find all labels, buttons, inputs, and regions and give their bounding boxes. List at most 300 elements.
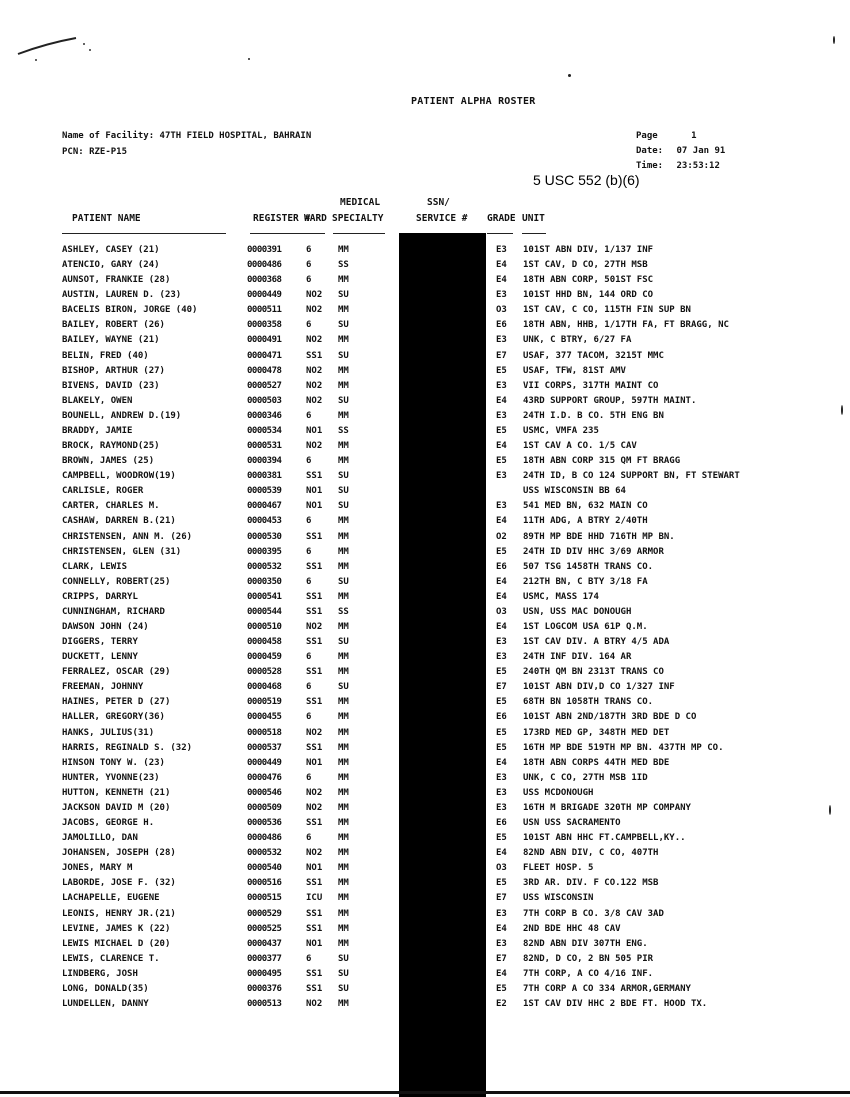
unit-cell: 507 TSG 1458TH TRANS CO. (523, 561, 654, 572)
specialty-cell: SU (338, 486, 349, 497)
ward-cell: 6 (306, 833, 312, 844)
grade-cell: E4 (496, 968, 507, 979)
unit-cell: 101ST ABN 2ND/187TH 3RD BDE D CO (523, 712, 697, 723)
grade-cell: E3 (496, 772, 507, 783)
register-number-cell: 0000531 (247, 441, 282, 452)
unit-cell: 1ST CAV, C CO, 115TH FIN SUP BN (523, 305, 691, 316)
grade-cell: E3 (496, 471, 507, 482)
register-number-cell: 0000437 (247, 938, 282, 949)
unit-cell: 16TH M BRIGADE 320TH MP COMPANY (523, 802, 691, 813)
scan-speck (248, 58, 250, 60)
register-number-cell: 0000546 (247, 787, 282, 798)
ward-cell: NO1 (306, 425, 323, 436)
ward-cell: NO1 (306, 863, 323, 874)
patient-name-cell: BAILEY, WAYNE (21) (62, 335, 160, 346)
patient-name-cell: JACOBS, GEORGE H. (62, 818, 155, 829)
register-number-cell: 0000381 (247, 471, 282, 482)
grade-cell: E4 (496, 591, 507, 602)
specialty-cell: SU (338, 395, 349, 406)
ward-cell: SS1 (306, 818, 323, 829)
ward-cell: 6 (306, 576, 312, 587)
unit-cell: USS MCDONOUGH (523, 787, 594, 798)
specialty-cell: SU (338, 320, 349, 331)
specialty-cell: SU (338, 471, 349, 482)
ward-cell: NO1 (306, 757, 323, 768)
specialty-cell: MM (338, 727, 349, 738)
unit-cell: 2ND BDE HHC 48 CAV (523, 923, 621, 934)
unit-cell: USS WISCONSIN (523, 893, 594, 904)
ward-cell: 6 (306, 953, 312, 964)
specialty-cell: SU (338, 350, 349, 361)
unit-cell: 3RD AR. DIV. F CO.122 MSB (523, 878, 659, 889)
register-number-cell: 0000476 (247, 772, 282, 783)
grade-cell: E6 (496, 561, 507, 572)
grade-cell: E4 (496, 441, 507, 452)
unit-cell: 240TH QM BN 2313T TRANS CO (523, 667, 664, 678)
specialty-cell: MM (338, 999, 349, 1009)
specialty-cell: MM (338, 561, 349, 572)
unit-cell: 68TH BN 1058TH TRANS CO. (523, 697, 654, 708)
grade-cell: E4 (496, 576, 507, 587)
page-label: Page (636, 131, 658, 141)
specialty-cell: MM (338, 275, 349, 286)
date-label: Date: (636, 146, 664, 156)
patient-name-cell: LINDBERG, JOSH (62, 968, 138, 979)
grade-cell: E4 (496, 757, 507, 768)
register-number-cell: 0000513 (247, 999, 282, 1009)
unit-cell: 24TH ID DIV HHC 3/69 ARMOR (523, 546, 664, 557)
unit-cell: 173RD MED GP, 348TH MED DET (523, 727, 670, 738)
specialty-cell: MM (338, 833, 349, 844)
specialty-cell: MM (338, 305, 349, 316)
register-number-cell: 0000534 (247, 425, 282, 436)
col-register: REGISTER # (253, 213, 311, 224)
patient-name-cell: BIVENS, DAVID (23) (62, 380, 160, 391)
patient-name-cell: BAILEY, ROBERT (26) (62, 320, 165, 331)
specialty-cell: MM (338, 848, 349, 859)
unit-cell: 18TH ABN CORP, 501ST FSC (523, 275, 654, 286)
ward-cell: SS1 (306, 637, 323, 648)
ward-cell: NO1 (306, 486, 323, 497)
patient-name-cell: BROCK, RAYMOND(25) (62, 441, 160, 452)
specialty-cell: MM (338, 456, 349, 467)
specialty-cell: SU (338, 637, 349, 648)
register-number-cell: 0000544 (247, 606, 282, 617)
specialty-cell: MM (338, 245, 349, 255)
col-underline (333, 233, 385, 234)
patient-name-cell: FREEMAN, JOHNNY (62, 682, 144, 693)
grade-cell: E5 (496, 425, 507, 436)
register-number-cell: 0000516 (247, 878, 282, 889)
grade-cell: O3 (496, 305, 507, 316)
unit-cell: UNK, C BTRY, 6/27 FA (523, 335, 632, 346)
ward-cell: SS1 (306, 983, 323, 994)
patient-name-cell: LEVINE, JAMES K (22) (62, 923, 171, 934)
unit-cell: 7TH CORP B CO. 3/8 CAV 3AD (523, 908, 664, 919)
grade-cell: E6 (496, 818, 507, 829)
register-number-cell: 0000358 (247, 320, 282, 331)
register-number-cell: 0000491 (247, 335, 282, 346)
col-ssn: SERVICE # (416, 213, 468, 224)
register-number-cell: 0000459 (247, 652, 282, 663)
specialty-cell: MM (338, 516, 349, 527)
register-number-cell: 0000495 (247, 968, 282, 979)
register-number-cell: 0000478 (247, 365, 282, 376)
register-number-cell: 0000376 (247, 983, 282, 994)
register-number-cell: 0000540 (247, 863, 282, 874)
col-ward: WARD (304, 213, 327, 224)
grade-cell: E3 (496, 938, 507, 949)
ward-cell: 6 (306, 546, 312, 557)
unit-cell: UNK, C CO, 27TH MSB 1ID (523, 772, 648, 783)
redaction-note: 5 USC 552 (b)(6) (533, 172, 640, 188)
ward-cell: 6 (306, 410, 312, 421)
patient-name-cell: BLAKELY, OWEN (62, 395, 133, 406)
grade-cell: E5 (496, 365, 507, 376)
unit-cell: FLEET HOSP. 5 (523, 863, 594, 874)
page-bottom-rule (0, 1091, 850, 1094)
grade-cell: E7 (496, 682, 507, 693)
patient-name-cell: JACKSON DAVID M (20) (62, 802, 171, 813)
register-number-cell: 0000529 (247, 908, 282, 919)
patient-name-cell: ASHLEY, CASEY (21) (62, 245, 160, 255)
patient-name-cell: JOHANSEN, JOSEPH (28) (62, 848, 176, 859)
ward-cell: SS1 (306, 878, 323, 889)
grade-cell: E7 (496, 953, 507, 964)
patient-name-cell: CAMPBELL, WOODROW(19) (62, 471, 176, 482)
unit-cell: VII CORPS, 317TH MAINT CO (523, 380, 659, 391)
ward-cell: ICU (306, 893, 323, 904)
specialty-cell: SU (338, 682, 349, 693)
patient-name-cell: BROWN, JAMES (25) (62, 456, 155, 467)
patient-name-cell: LEWIS, CLARENCE T. (62, 953, 160, 964)
specialty-cell: SU (338, 983, 349, 994)
unit-cell: USMC, MASS 174 (523, 591, 599, 602)
ward-cell: SS1 (306, 908, 323, 919)
register-number-cell: 0000519 (247, 697, 282, 708)
ward-cell: NO2 (306, 787, 323, 798)
grade-cell: E5 (496, 697, 507, 708)
col-medical-top: MEDICAL (340, 197, 381, 208)
facility-value: 47TH FIELD HOSPITAL, BAHRAIN (159, 131, 312, 141)
ward-cell: NO2 (306, 441, 323, 452)
col-grade: GRADE (487, 213, 516, 224)
specialty-cell: SU (338, 576, 349, 587)
col-unit: UNIT (522, 213, 545, 224)
unit-cell: 1ST CAV A CO. 1/5 CAV (523, 441, 637, 452)
patient-name-cell: LEWIS MICHAEL D (20) (62, 938, 171, 949)
specialty-cell: SU (338, 968, 349, 979)
col-underline (305, 233, 325, 234)
register-number-cell: 0000515 (247, 893, 282, 904)
patient-name-cell: JAMOLILLO, DAN (62, 833, 138, 844)
patient-name-cell: DIGGERS, TERRY (62, 637, 138, 648)
unit-cell: 101ST ABN DIV,D CO 1/327 INF (523, 682, 675, 693)
unit-cell: 1ST LOGCOM USA 61P Q.M. (523, 622, 648, 632)
grade-cell: E6 (496, 320, 507, 331)
grade-cell: E4 (496, 516, 507, 527)
unit-cell: 18TH ABN CORP 315 QM FT BRAGG (523, 456, 681, 467)
grade-cell: E5 (496, 456, 507, 467)
grade-cell: E5 (496, 667, 507, 678)
register-number-cell: 0000511 (247, 305, 282, 316)
register-number-cell: 0000532 (247, 848, 282, 859)
patient-name-cell: HINSON TONY W. (23) (62, 757, 165, 768)
unit-cell: 16TH MP BDE 519TH MP BN. 437TH MP CO. (523, 742, 724, 753)
register-number-cell: 0000510 (247, 622, 282, 632)
grade-cell: E4 (496, 395, 507, 406)
unit-cell: USMC, VMFA 235 (523, 425, 599, 436)
unit-cell: USAF, TFW, 81ST AMV (523, 365, 626, 376)
patient-name-cell: HALLER, GREGORY(36) (62, 712, 165, 723)
grade-cell: E3 (496, 908, 507, 919)
patient-name-cell: AUNSOT, FRANKIE (28) (62, 275, 171, 286)
register-number-cell: 0000455 (247, 712, 282, 723)
grade-cell: O3 (496, 606, 507, 617)
ward-cell: SS1 (306, 531, 323, 542)
register-number-cell: 0000536 (247, 818, 282, 829)
ward-cell: NO2 (306, 395, 323, 406)
patient-name-cell: AUSTIN, LAUREN D. (23) (62, 290, 182, 301)
grade-cell: E5 (496, 546, 507, 557)
ward-cell: SS1 (306, 471, 323, 482)
ward-cell: 6 (306, 516, 312, 527)
ward-cell: 6 (306, 652, 312, 663)
unit-cell: 18TH ABN, HHB, 1/17TH FA, FT BRAGG, NC (523, 320, 729, 331)
specialty-cell: MM (338, 878, 349, 889)
patient-name-cell: LONG, DONALD(35) (62, 983, 149, 994)
register-number-cell: 0000449 (247, 290, 282, 301)
patient-name-cell: CONNELLY, ROBERT(25) (62, 576, 171, 587)
ward-cell: NO2 (306, 999, 323, 1009)
grade-cell: E5 (496, 878, 507, 889)
specialty-cell: MM (338, 908, 349, 919)
ward-cell: SS1 (306, 350, 323, 361)
patient-name-cell: LABORDE, JOSE F. (32) (62, 878, 176, 889)
unit-cell: 24TH INF DIV. 164 AR (523, 652, 632, 663)
ward-cell: 6 (306, 682, 312, 693)
ward-cell: SS1 (306, 923, 323, 934)
unit-cell: 24TH ID, B CO 124 SUPPORT BN, FT STEWART (523, 471, 740, 482)
unit-cell: 1ST CAV DIV HHC 2 BDE FT. HOOD TX. (523, 999, 708, 1009)
col-patient-name: PATIENT NAME (72, 213, 141, 224)
grade-cell: E3 (496, 245, 507, 255)
ward-cell: SS1 (306, 591, 323, 602)
patient-name-cell: HUNTER, YVONNE(23) (62, 772, 160, 783)
patient-name-cell: HUTTON, KENNETH (21) (62, 787, 171, 798)
date-line (636, 146, 725, 156)
time-line (636, 161, 720, 171)
patient-name-cell: CHRISTENSEN, GLEN (31) (62, 546, 182, 557)
specialty-cell: MM (338, 802, 349, 813)
grade-cell: E3 (496, 637, 507, 648)
register-number-cell: 0000449 (247, 757, 282, 768)
unit-cell: 82ND ABN DIV, C CO, 407TH (523, 848, 659, 859)
page-value: 1 (691, 131, 697, 141)
specialty-cell: MM (338, 441, 349, 452)
specialty-cell: MM (338, 818, 349, 829)
register-number-cell: 0000486 (247, 833, 282, 844)
patient-name-cell: CARTER, CHARLES M. (62, 501, 160, 512)
register-number-cell: 0000467 (247, 501, 282, 512)
ward-cell: NO1 (306, 938, 323, 949)
register-number-cell: 0000453 (247, 516, 282, 527)
register-number-cell: 0000537 (247, 742, 282, 753)
register-number-cell: 0000395 (247, 546, 282, 557)
patient-name-cell: BRADDY, JAMIE (62, 425, 133, 436)
specialty-cell: MM (338, 923, 349, 934)
unit-cell: 82ND ABN DIV 307TH ENG. (523, 938, 648, 949)
patient-name-cell: LACHAPELLE, EUGENE (62, 893, 160, 904)
patient-name-cell: CRIPPS, DARRYL (62, 591, 138, 602)
grade-cell: O2 (496, 531, 507, 542)
specialty-cell: MM (338, 622, 349, 632)
scan-scribble (14, 24, 94, 64)
unit-cell: 18TH ABN CORPS 44TH MED BDE (523, 757, 670, 768)
grade-cell: E4 (496, 275, 507, 286)
register-number-cell: 0000525 (247, 923, 282, 934)
grade-cell: E7 (496, 893, 507, 904)
unit-cell: 24TH I.D. B CO. 5TH ENG BN (523, 410, 664, 421)
ward-cell: NO2 (306, 380, 323, 391)
grade-cell: E3 (496, 501, 507, 512)
grade-cell: E4 (496, 260, 507, 271)
document-title: PATIENT ALPHA ROSTER (411, 96, 536, 107)
specialty-cell: MM (338, 667, 349, 678)
grade-cell: E6 (496, 712, 507, 723)
patient-name-cell: BACELIS BIRON, JORGE (40) (62, 305, 198, 316)
grade-cell: E3 (496, 802, 507, 813)
grade-cell: E3 (496, 787, 507, 798)
ward-cell: NO2 (306, 848, 323, 859)
unit-cell: USS WISCONSIN BB 64 (523, 486, 626, 497)
specialty-cell: MM (338, 772, 349, 783)
grade-cell: E3 (496, 290, 507, 301)
ward-cell: NO2 (306, 335, 323, 346)
patient-name-cell: HARRIS, REGINALD S. (32) (62, 742, 193, 753)
specialty-cell: SS (338, 260, 349, 271)
unit-cell: 1ST CAV, D CO, 27TH MSB (523, 260, 648, 271)
register-number-cell: 0000509 (247, 802, 282, 813)
patient-name-cell: CUNNINGHAM, RICHARD (62, 606, 165, 617)
unit-cell: USN, USS MAC DONOUGH (523, 606, 632, 617)
patient-name-cell: DUCKETT, LENNY (62, 652, 138, 663)
patient-name-cell: HANKS, JULIUS(31) (62, 727, 155, 738)
unit-cell: 89TH MP BDE HHD 716TH MP BN. (523, 531, 675, 542)
unit-cell: 101ST HHD BN, 144 ORD CO (523, 290, 654, 301)
ward-cell: NO2 (306, 802, 323, 813)
specialty-cell: SU (338, 501, 349, 512)
specialty-cell: MM (338, 591, 349, 602)
ward-cell: SS1 (306, 667, 323, 678)
specialty-cell: MM (338, 380, 349, 391)
specialty-cell: SS (338, 425, 349, 436)
register-number-cell: 0000539 (247, 486, 282, 497)
ward-cell: 6 (306, 245, 312, 255)
patient-name-cell: CARLISLE, ROGER (62, 486, 144, 497)
unit-cell: USAF, 377 TACOM, 3215T MMC (523, 350, 664, 361)
page-line (636, 131, 697, 141)
ward-cell: NO2 (306, 622, 323, 632)
patient-name-cell: FERRALEZ, OSCAR (29) (62, 667, 171, 678)
time-label: Time: (636, 161, 664, 171)
col-underline (487, 233, 513, 234)
ward-cell: SS1 (306, 742, 323, 753)
patient-name-cell: BELIN, FRED (40) (62, 350, 149, 361)
grade-cell: E2 (496, 999, 507, 1009)
patient-name-cell: CHRISTENSEN, ANN M. (26) (62, 531, 193, 542)
date-value: 07 Jan 91 (676, 146, 726, 156)
register-number-cell: 0000486 (247, 260, 282, 271)
specialty-cell: MM (338, 652, 349, 663)
unit-cell: 11TH ADG, A BTRY 2/40TH (523, 516, 648, 527)
ward-cell: NO1 (306, 501, 323, 512)
ward-cell: SS1 (306, 606, 323, 617)
scan-speck (833, 36, 835, 44)
grade-cell: E3 (496, 652, 507, 663)
register-number-cell: 0000391 (247, 245, 282, 255)
specialty-cell: SS (338, 606, 349, 617)
patient-name-cell: LUNDELLEN, DANNY (62, 999, 149, 1009)
unit-cell: 101ST ABN DIV, 1/137 INF (523, 245, 654, 255)
time-value: 23:53:12 (676, 161, 720, 171)
specialty-cell: MM (338, 531, 349, 542)
specialty-cell: MM (338, 742, 349, 753)
patient-name-cell: DAWSON JOHN (24) (62, 622, 149, 632)
register-number-cell: 0000471 (247, 350, 282, 361)
grade-cell: E4 (496, 923, 507, 934)
ward-cell: 6 (306, 772, 312, 783)
grade-cell: E3 (496, 410, 507, 421)
register-number-cell: 0000541 (247, 591, 282, 602)
unit-cell: 7TH CORP A CO 334 ARMOR,GERMANY (523, 983, 691, 994)
grade-cell: E5 (496, 833, 507, 844)
unit-cell: 101ST ABN HHC FT.CAMPBELL,KY.. (523, 833, 686, 844)
pcn-line: PCN: RZE-P15 (62, 147, 128, 157)
grade-cell: E5 (496, 983, 507, 994)
register-number-cell: 0000394 (247, 456, 282, 467)
col-specialty: SPECIALTY (332, 213, 384, 224)
patient-name-cell: BOUNELL, ANDREW D.(19) (62, 410, 182, 421)
ward-cell: 6 (306, 456, 312, 467)
register-number-cell: 0000527 (247, 380, 282, 391)
specialty-cell: MM (338, 365, 349, 376)
patient-name-cell: CASHAW, DARREN B.(21) (62, 516, 176, 527)
ward-cell: SS1 (306, 561, 323, 572)
col-underline (62, 233, 226, 234)
register-number-cell: 0000458 (247, 637, 282, 648)
col-ssn-top: SSN/ (427, 197, 450, 208)
specialty-cell: MM (338, 757, 349, 768)
grade-cell: E3 (496, 380, 507, 391)
register-number-cell: 0000468 (247, 682, 282, 693)
patient-name-cell: CLARK, LEWIS (62, 561, 128, 572)
register-number-cell: 0000518 (247, 727, 282, 738)
ward-cell: 6 (306, 712, 312, 723)
ward-cell: NO2 (306, 290, 323, 301)
unit-cell: 43RD SUPPORT GROUP, 597TH MAINT. (523, 395, 697, 406)
patient-name-cell: JONES, MARY M (62, 863, 133, 874)
specialty-cell: MM (338, 697, 349, 708)
grade-cell: O3 (496, 863, 507, 874)
grade-cell: E7 (496, 350, 507, 361)
ward-cell: 6 (306, 260, 312, 271)
register-number-cell: 0000503 (247, 395, 282, 406)
specialty-cell: MM (338, 938, 349, 949)
register-number-cell: 0000528 (247, 667, 282, 678)
specialty-cell: MM (338, 863, 349, 874)
ward-cell: NO2 (306, 727, 323, 738)
